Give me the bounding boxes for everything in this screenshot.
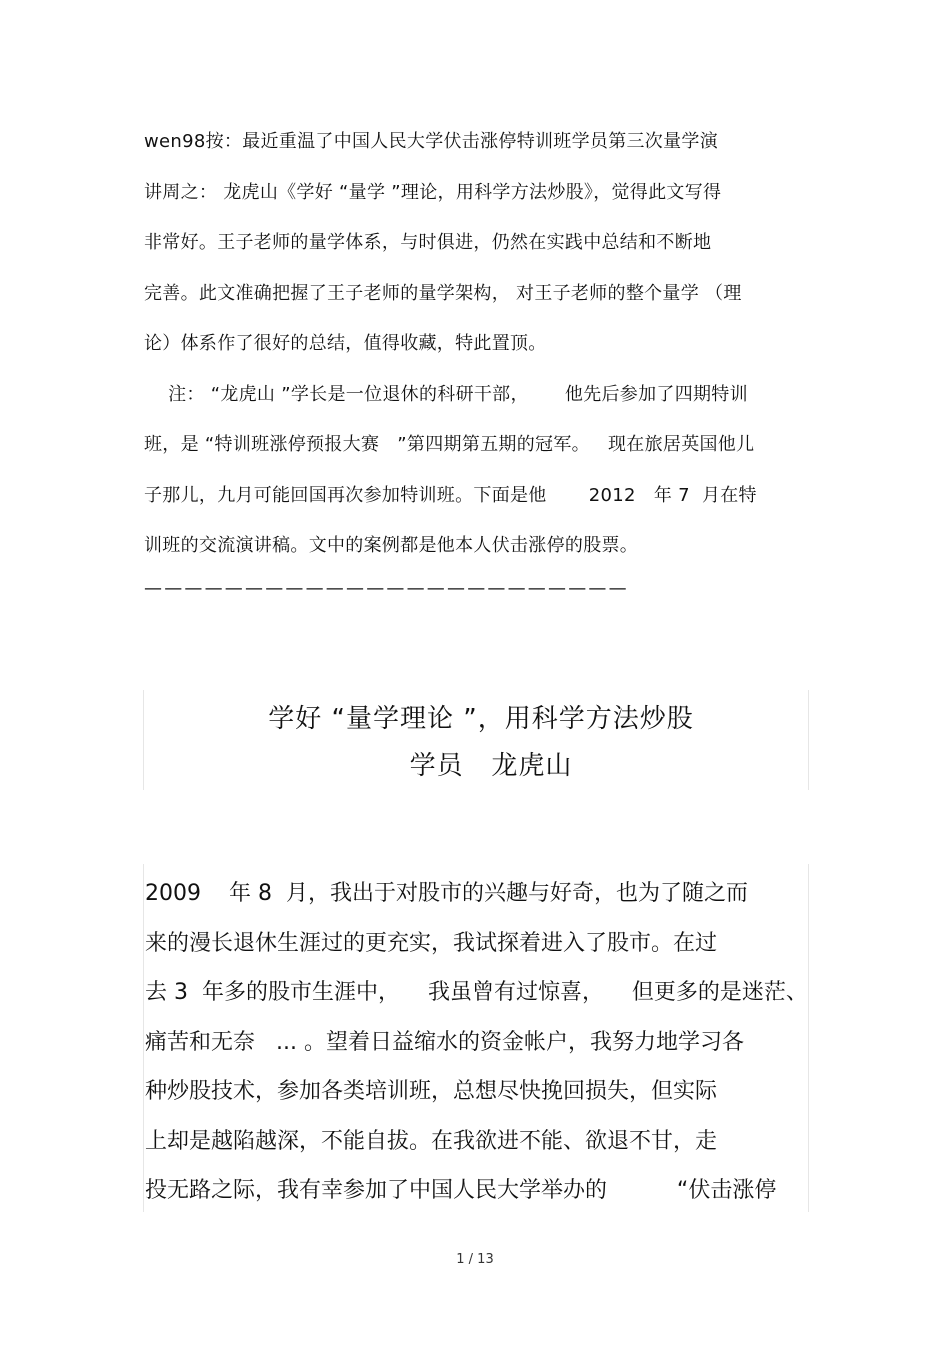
article-title: 学好 “量学理论 ”，用科学方法炒股	[268, 704, 694, 734]
intro-line: 注： “龙虎山 ”学长是一位退休的科研干部， 他先后参加了四期特训	[144, 383, 748, 405]
article-header	[143, 690, 809, 790]
intro-line: 子那儿，九月可能回国再次参加特训班。下面是他 2012 年 7 月在特	[144, 484, 757, 506]
article-body	[143, 864, 809, 1212]
intro-line: wen98按：最近重温了中国人民大学伏击涨停特训班学员第三次量学演	[144, 131, 719, 152]
page-number: 1 / 13	[456, 1252, 494, 1267]
body-line: 去 3 年多的股市生涯中， 我虽曾有过惊喜， 但更多的是迷茫、	[145, 980, 808, 1005]
intro-line: 班，是 “特训班涨停预报大赛 ”第四期第五期的冠军。 现在旅居英国他儿	[144, 434, 755, 455]
body-line: 种炒股技术，参加各类培训班，总想尽快挽回损失，但实际	[145, 1079, 718, 1104]
intro-line: 讲周之： 龙虎山《学好 “量学 ”理论，用科学方法炒股》，觉得此文写得	[144, 181, 722, 203]
body-line: 来的漫长退休生涯过的更充实，我试探着进入了股市。在过	[145, 930, 718, 956]
intro-line: 非常好。王子老师的量学体系，与时俱进，仍然在实践中总结和不断地	[144, 232, 712, 253]
intro-line: 完善。此文准确把握了王子老师的量学架构， 对王子老师的整个量学 （理	[144, 282, 742, 304]
article-author: 学员 龙虎山	[409, 751, 573, 781]
body-line: 投无路之际，我有幸参加了中国人民大学举办的 “伏击涨停	[145, 1178, 777, 1203]
dash-divider: ————————————————————————	[144, 578, 629, 599]
intro-note	[144, 126, 824, 581]
body-line: 上却是越陷越深，不能自拔。在我欲进不能、欲退不甘，走	[145, 1128, 718, 1154]
intro-line: 论）体系作了很好的总结，值得收藏，特此置顶。	[144, 333, 547, 354]
body-line: 2009 年 8 月，我出于对股市的兴趣与好奇，也为了随之而	[145, 881, 748, 906]
body-line: 痛苦和无奈 ... 。望着日益缩水的资金帐户，我努力地学习各	[145, 1029, 744, 1055]
intro-line: 训班的交流演讲稿。文中的案例都是他本人伏击涨停的股票。	[144, 535, 639, 556]
